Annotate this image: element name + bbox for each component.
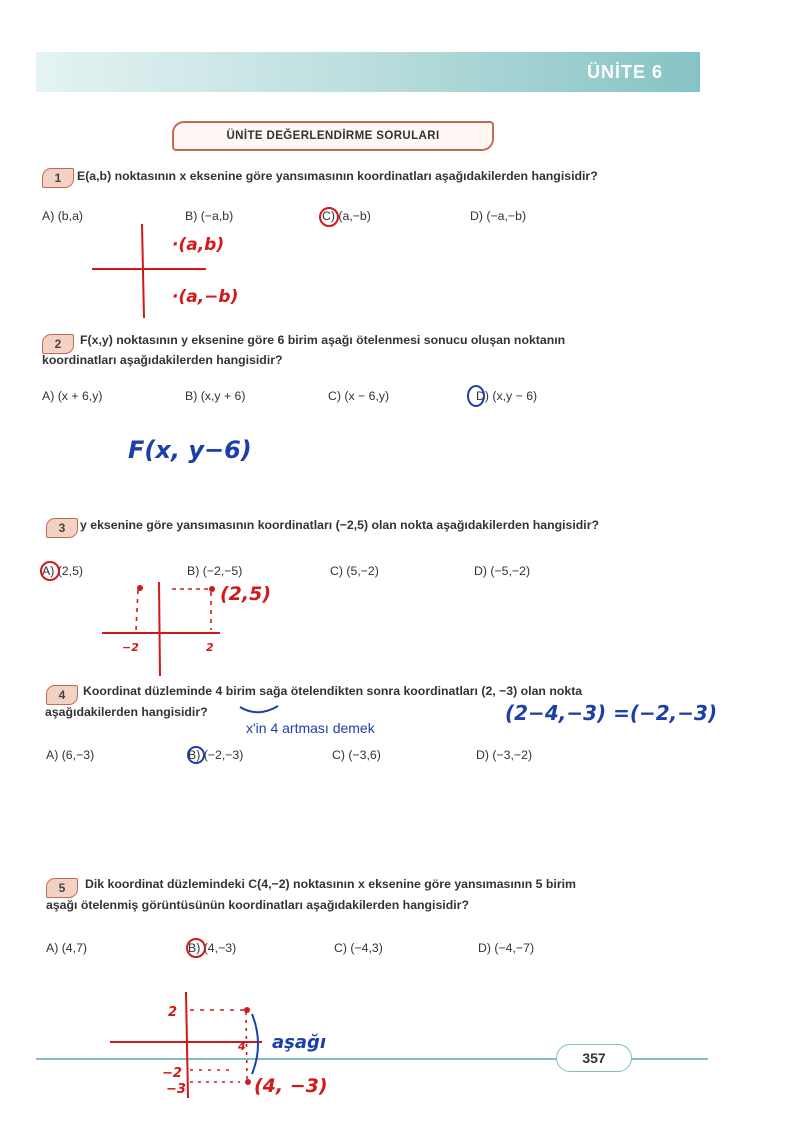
marked-answer-1-circle bbox=[320, 208, 338, 226]
option-3d[interactable]: D) (−5,−2) bbox=[474, 564, 531, 578]
question-number-4: 4 bbox=[46, 685, 78, 705]
question-number-1: 1 bbox=[42, 168, 74, 188]
option-2b[interactable]: B) (x,y + 6) bbox=[185, 389, 246, 403]
question-number-2: 2 bbox=[42, 334, 74, 354]
option-1d[interactable]: D) (−a,−b) bbox=[470, 209, 527, 223]
question-text-2b: koordinatları aşağıdakilerden hangisidir? bbox=[42, 353, 283, 367]
question-text-4a: Koordinat düzleminde 4 birim sağa ötelendikten sonra koordinatları (2, −3) olan nokta bbox=[83, 684, 583, 698]
option-5d[interactable]: D) (−4,−7) bbox=[478, 941, 535, 955]
page-number: 357 bbox=[556, 1044, 632, 1072]
q5-point-label: (4, −3) bbox=[254, 1075, 328, 1097]
option-4c[interactable]: C) (−3,6) bbox=[332, 748, 381, 762]
option-4a[interactable]: A) (6,−3) bbox=[46, 748, 95, 762]
question-text-5b: aşağı ötelenmiş görüntüsünün koordinatları aşağıdakilerden hangisidir? bbox=[46, 898, 469, 912]
unit-label: ÜNİTE 6 bbox=[586, 62, 663, 82]
option-2c[interactable]: C) (x − 6,y) bbox=[328, 389, 390, 403]
q1-point-a-minus-b: ·(a,−b) bbox=[172, 287, 239, 307]
option-5b[interactable]: B) (4,−3) bbox=[188, 941, 237, 955]
section-title: ÜNİTE DEĞERLENDİRME SORULARI bbox=[172, 121, 494, 151]
q3-tick-minus-2: −2 bbox=[122, 641, 139, 654]
option-1a[interactable]: A) (b,a) bbox=[42, 209, 83, 223]
question-text-5a: Dik koordinat düzlemindeki C(4,−2) noktasının x eksenine göre yansımasının 5 birim bbox=[85, 877, 576, 891]
option-4d[interactable]: D) (−3,−2) bbox=[476, 748, 533, 762]
option-4b[interactable]: B) (−2,−3) bbox=[188, 748, 244, 762]
q5-tick-2: 2 bbox=[168, 1005, 178, 1020]
q5-image-dot bbox=[245, 1079, 251, 1085]
q5-handwritten-word: aşağı bbox=[272, 1032, 327, 1053]
q3-point-dot bbox=[209, 586, 215, 592]
marked-answer-5-circle bbox=[187, 939, 205, 957]
question-text-3: y eksenine göre yansımasının koordinatları (−2,5) olan nokta aşağıdakilerden hangisidir? bbox=[80, 518, 600, 532]
q4-calculation: (2−4,−3) =(−2,−3) bbox=[505, 701, 718, 725]
question-text-4b: aşağıdakilerden hangisidir? bbox=[45, 705, 208, 719]
q2-handwritten-answer: F(x, y−6) bbox=[128, 436, 252, 464]
q5-tick-minus-3: −3 bbox=[166, 1082, 186, 1097]
option-5c[interactable]: C) (−4,3) bbox=[334, 941, 383, 955]
q4-underline-stroke bbox=[240, 706, 278, 712]
option-5a[interactable]: A) (4,7) bbox=[46, 941, 87, 955]
question-number-5: 5 bbox=[46, 878, 78, 898]
option-3b[interactable]: B) (−2,−5) bbox=[187, 564, 243, 578]
q5-tick-minus-2: −2 bbox=[162, 1066, 182, 1081]
option-3a[interactable]: A) (2,5) bbox=[42, 564, 83, 578]
q3-axes-sketch bbox=[102, 582, 220, 676]
option-1b[interactable]: B) (−a,b) bbox=[185, 209, 234, 223]
option-2a[interactable]: A) (x + 6,y) bbox=[42, 389, 103, 403]
marked-answer-4-circle bbox=[188, 747, 204, 763]
q1-point-ab: ·(a,b) bbox=[172, 235, 225, 255]
q3-tick-2: 2 bbox=[206, 641, 214, 654]
q3-point-label: (2,5) bbox=[220, 583, 272, 605]
marked-answer-3-circle bbox=[41, 562, 59, 580]
option-3c[interactable]: C) (5,−2) bbox=[330, 564, 379, 578]
option-2d[interactable]: D) (x,y − 6) bbox=[476, 389, 538, 403]
q3-reflected-dot bbox=[137, 585, 143, 591]
q5-point-dot bbox=[244, 1007, 250, 1013]
q5-brace-stroke bbox=[252, 1014, 258, 1074]
marked-answer-2-circle bbox=[468, 386, 484, 406]
question-number-3: 3 bbox=[46, 518, 78, 538]
typed-note-4: x'in 4 artması demek bbox=[246, 720, 375, 736]
q5-tick-4: 4 bbox=[238, 1040, 246, 1053]
question-text-1: E(a,b) noktasının x eksenine göre yansımasının koordinatları aşağıdakilerden hangisidir? bbox=[77, 169, 598, 183]
question-text-2a: F(x,y) noktasının y eksenine göre 6 birim aşağı ötelenmesi sonucu oluşan noktanın bbox=[80, 333, 566, 347]
option-1c[interactable]: C) (a,−b) bbox=[322, 209, 371, 223]
